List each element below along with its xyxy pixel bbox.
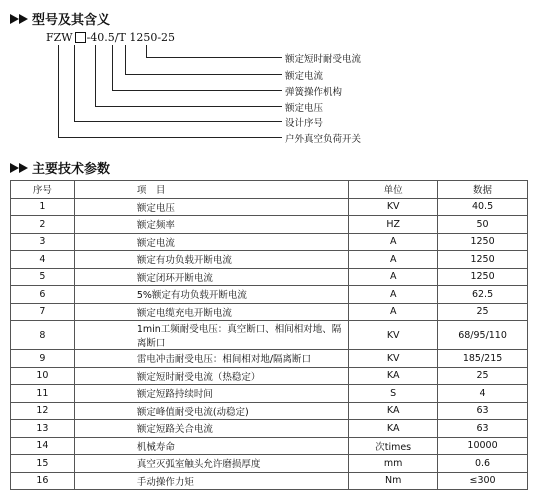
table-cell: 25: [438, 303, 528, 321]
table-cell: A: [349, 303, 438, 321]
table-row: [11, 350, 528, 368]
table-row: [11, 437, 528, 455]
table-cell: 10000: [438, 437, 528, 455]
table-cell: 额定短路关合电流: [74, 420, 348, 438]
table-cell: Nm: [349, 472, 438, 490]
model-code: FZW -40.5/T 1250-25: [46, 31, 176, 44]
leader-line: [125, 74, 282, 75]
table-cell: 0.6: [438, 455, 528, 473]
table-cell: 14: [11, 437, 75, 455]
table-cell: 7: [11, 303, 75, 321]
section-title-params: 主要技术参数: [10, 158, 110, 177]
table-cell: 次times: [349, 437, 438, 455]
table-cell: A: [349, 233, 438, 251]
leader-line: [58, 137, 282, 138]
table-cell: 15: [11, 455, 75, 473]
table-row: [11, 303, 528, 321]
table-cell: 4: [11, 251, 75, 269]
annotation-label: 户外真空负荷开关: [285, 134, 362, 145]
leader-line: [74, 121, 282, 122]
header-cell: 项 目: [74, 181, 348, 199]
table-cell: A: [349, 251, 438, 269]
table-cell: 额定闭环开断电流: [74, 268, 348, 286]
arrow-icon: [10, 14, 19, 24]
table-cell: 16: [11, 472, 75, 490]
table-cell: A: [349, 268, 438, 286]
arrow-icon: [19, 163, 28, 173]
table-cell: 3: [11, 233, 75, 251]
table-cell: 额定短时耐受电流（热稳定）: [74, 367, 348, 385]
table-cell: KV: [349, 198, 438, 216]
table-cell: 1250: [438, 268, 528, 286]
table-row: [11, 455, 528, 473]
table-cell: 9: [11, 350, 75, 368]
section-title-model: 型号及其含义: [10, 9, 110, 28]
annotation-label: 额定电流: [285, 71, 324, 82]
table-cell: HZ: [349, 216, 438, 234]
table-row: [11, 251, 528, 269]
leader-line: [58, 45, 59, 138]
annotation-label: 额定短时耐受电流: [285, 54, 362, 65]
table-cell: 185/215: [438, 350, 528, 368]
table-row: [11, 321, 528, 350]
table-cell: 额定短路持续时间: [74, 385, 348, 403]
table-cell: 6: [11, 286, 75, 304]
table-row: [11, 367, 528, 385]
table-row: [11, 198, 528, 216]
table-cell: 雷电冲击耐受电压：相间相对地/隔离断口: [74, 350, 348, 368]
table-cell: 5: [11, 268, 75, 286]
table-cell: 手动操作力矩: [74, 472, 348, 490]
table-cell: ≤300: [438, 472, 528, 490]
table-cell: A: [349, 286, 438, 304]
table-cell: 额定频率: [74, 216, 348, 234]
table-row: [11, 233, 528, 251]
table-cell: 额定电压: [74, 198, 348, 216]
table-row: [11, 286, 528, 304]
table-row: [11, 268, 528, 286]
table-row: [11, 385, 528, 403]
table-cell: KA: [349, 420, 438, 438]
table-cell: 机械寿命: [74, 437, 348, 455]
table-cell: 1250: [438, 233, 528, 251]
table-cell: 13: [11, 420, 75, 438]
annotation-label: 额定电压: [285, 103, 324, 114]
table-cell: 68/95/110: [438, 321, 528, 350]
table-header-row: [11, 181, 528, 199]
table-cell: 额定峰值耐受电流(动稳定): [74, 402, 348, 420]
leader-line: [95, 45, 96, 107]
spec-table: [10, 180, 528, 490]
table-cell: 额定电缆充电开断电流: [74, 303, 348, 321]
table-cell: 8: [11, 321, 75, 350]
annotation-label: 弹簧操作机构: [285, 87, 343, 98]
table-cell: KV: [349, 350, 438, 368]
table-cell: 62.5: [438, 286, 528, 304]
table-cell: KA: [349, 367, 438, 385]
placeholder-box: [75, 32, 86, 43]
table-cell: 40.5: [438, 198, 528, 216]
table-cell: 12: [11, 402, 75, 420]
table-row: [11, 472, 528, 490]
table-cell: KV: [349, 321, 438, 350]
table-cell: 11: [11, 385, 75, 403]
table-cell: 63: [438, 402, 528, 420]
table-cell: 1250: [438, 251, 528, 269]
leader-line: [95, 106, 282, 107]
table-row: [11, 402, 528, 420]
table-cell: 4: [438, 385, 528, 403]
table-cell: 25: [438, 367, 528, 385]
table-cell: 5%额定有功负载开断电流: [74, 286, 348, 304]
table-cell: 额定电流: [74, 233, 348, 251]
table-row: [11, 216, 528, 234]
table-row: [11, 420, 528, 438]
header-cell: 序号: [11, 181, 75, 199]
leader-line: [74, 45, 75, 122]
leader-line: [146, 57, 282, 58]
arrow-icon: [10, 163, 19, 173]
table-cell: 50: [438, 216, 528, 234]
leader-line: [112, 45, 113, 91]
table-cell: 1: [11, 198, 75, 216]
header-cell: 数据: [438, 181, 528, 199]
table-cell: 真空灭弧室触头允许磨损厚度: [74, 455, 348, 473]
header-cell: 单位: [349, 181, 438, 199]
table-cell: mm: [349, 455, 438, 473]
table-cell: 额定有功负载开断电流: [74, 251, 348, 269]
table-cell: 10: [11, 367, 75, 385]
annotation-label: 设计序号: [285, 118, 324, 129]
leader-line: [125, 45, 126, 75]
leader-line: [112, 90, 282, 91]
arrow-icon: [19, 14, 28, 24]
table-cell: 2: [11, 216, 75, 234]
table-cell: KA: [349, 402, 438, 420]
table-cell: 1min工频耐受电压：真空断口、相间相对地、隔离断口: [74, 321, 348, 350]
table-cell: S: [349, 385, 438, 403]
table-cell: 63: [438, 420, 528, 438]
